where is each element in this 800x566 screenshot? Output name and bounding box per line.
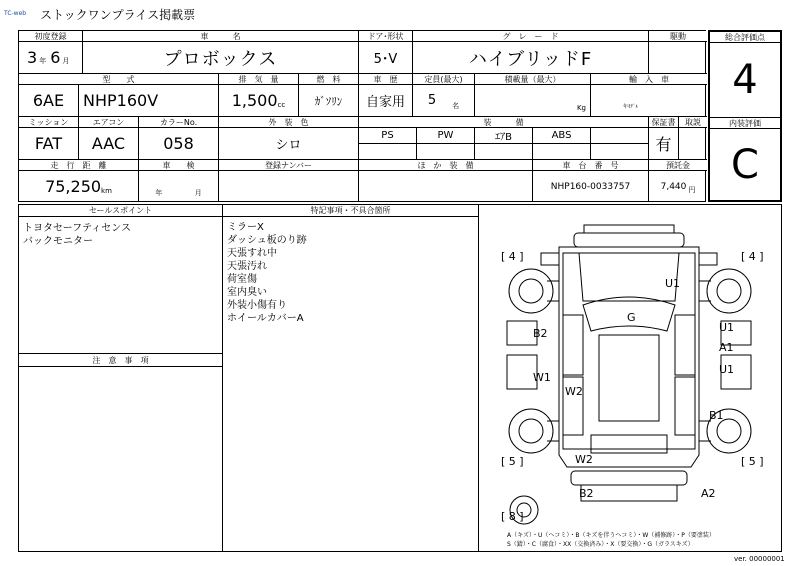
cc-unit: cc [277, 100, 286, 109]
damage-mark-u1-front: U1 [665, 277, 681, 290]
caution-area [19, 367, 223, 551]
equipment-abs: ABS [533, 128, 591, 144]
list-item: ホイールカバーA [227, 313, 304, 324]
capacity-value [413, 85, 475, 117]
chassis-value: NHP160-0033757 [533, 171, 649, 202]
displacement-value [219, 85, 299, 117]
equipment-empty [475, 144, 533, 160]
equipment-empty [417, 144, 475, 160]
tire-label-spare: [ 8 ] [501, 510, 524, 523]
model-prefix-value: 6AE [19, 85, 79, 117]
import-label: 輸 入 車 [591, 74, 707, 85]
damage-mark-w2-low: W2 [575, 453, 593, 466]
equipment-empty [359, 144, 417, 160]
first-reg-value [19, 42, 83, 74]
equipment-airbag: ｴｱB [475, 128, 533, 144]
list-item: 天張汚れ [227, 261, 267, 272]
notes-header: 特記事項・不具合箇所 [223, 205, 479, 217]
sales-point-header: セールスポイント [19, 205, 223, 217]
damage-mark-w2-mid: W2 [565, 385, 583, 398]
model-year-unit: 年ﾓﾃﾞﾙ [623, 104, 639, 110]
deposit-value [649, 171, 707, 202]
mileage-label: 走 行 距 離 [19, 160, 139, 171]
list-item: 外装小傷有り [227, 300, 287, 311]
damage-mark-b1: B1 [709, 409, 724, 422]
damage-mark-g: G [627, 311, 636, 324]
mission-value: FAT [19, 128, 79, 160]
chassis-label: 車 台 番 号 [533, 160, 649, 171]
model-label: 型 式 [19, 74, 219, 85]
door-shape-value: 5･V [359, 42, 413, 74]
list-item: ダッシュ板のり跡 [227, 235, 307, 246]
manual-value [679, 128, 707, 160]
history-value: 自家用 [359, 85, 413, 117]
load-value [475, 85, 591, 117]
list-item: トヨタセーフティセンス [23, 223, 131, 234]
overall-grade-value: 4 [710, 43, 780, 118]
list-item: 天張すれ中 [227, 248, 277, 259]
legend-line: S（錆）・C（腐食）・XX（交換済み）・X（要交換）・G（ガラスキズ） [507, 541, 694, 548]
logo: TC-web [4, 10, 27, 17]
interior-grade-label: 内装評価 [710, 118, 780, 129]
list-item: ミラーX [227, 222, 264, 233]
damage-legend [507, 531, 779, 549]
mission-label: ミッション [19, 117, 79, 128]
deposit-label: 預託金 [649, 160, 707, 171]
car-name-value: プロボックス [83, 42, 359, 74]
capacity-label: 定員(最大) [413, 74, 475, 85]
reg-number-value [219, 171, 359, 202]
list-item: バックモニター [23, 236, 93, 247]
grade-label: グ レ ー ド [413, 31, 649, 42]
warranty-label: 保証書 [649, 117, 679, 128]
caution-header: 注 意 事 項 [19, 353, 223, 367]
equipment-label: 装 備 [359, 117, 649, 128]
displacement-number: 1,500 [231, 91, 278, 110]
mileage-number: 75,250 [45, 177, 102, 196]
deposit-number: 7,440 [660, 181, 687, 192]
tire-label-rear-left: [ 5 ] [501, 455, 524, 468]
km-unit: km [101, 186, 112, 195]
damage-mark-a2: A2 [701, 487, 716, 500]
kg-unit: Kg [576, 104, 586, 112]
month-unit: 月 [62, 56, 70, 65]
color-no-label: カラーNo. [139, 117, 219, 128]
tire-label-front-left: [ 4 ] [501, 250, 524, 263]
page-title: ストックワンプライス掲載票 [40, 8, 196, 22]
aircon-value: AAC [79, 128, 139, 160]
yen-unit: 円 [688, 185, 696, 194]
model-value: NHP160V [79, 85, 219, 117]
reg-year: 3 [27, 48, 38, 67]
mileage-value [19, 171, 139, 202]
other-equipment-value [359, 171, 533, 202]
load-label: 積載量（最大） [475, 74, 591, 85]
inspection-value [139, 171, 219, 202]
damage-mark-b2-bottom: B2 [579, 487, 594, 500]
damage-mark-b2-left: B2 [533, 327, 548, 340]
exterior-value: シロ [219, 128, 359, 160]
version-label: ver. 00000001 [734, 555, 785, 563]
door-shape-label: ドア･形状 [359, 31, 413, 42]
drive-label: 駆動 [649, 31, 707, 42]
other-equipment-label: ほ か 装 備 [359, 160, 533, 171]
damage-mark-a1: A1 [719, 341, 734, 354]
damage-mark-w1: W1 [533, 371, 551, 384]
interior-grade-value: C [731, 141, 759, 188]
import-value [591, 85, 707, 117]
equipment-empty [591, 128, 649, 144]
damage-diagram [479, 205, 781, 551]
history-label: 車 歴 [359, 74, 413, 85]
inspection-month-unit: 月 [194, 189, 202, 197]
damage-mark-u1-right: U1 [719, 321, 735, 334]
list-item: 室内臭い [227, 287, 267, 298]
legend-line: A（キズ）・U（ヘコミ）・B（キズを伴うヘコミ）・W（補修跡）・P（要塗装） [507, 532, 715, 539]
damage-mark-u1-right-rear: U1 [719, 363, 735, 376]
grade-value: ハイブリッドF [413, 42, 649, 74]
inspection-label: 車 検 [139, 160, 219, 171]
notes-list [223, 217, 479, 551]
lower-section [18, 204, 782, 552]
overall-grade-label: 総合評価点 [710, 32, 780, 43]
year-unit: 年 [39, 56, 47, 65]
capacity-number: 5 [427, 93, 437, 108]
drive-value [649, 42, 707, 74]
first-reg-label: 初度登録 [19, 31, 83, 42]
vehicle-info-table [18, 30, 706, 202]
color-no-value: 058 [139, 128, 219, 160]
list-item: 荷室傷 [227, 274, 257, 285]
displacement-label: 排 気 量 [219, 74, 299, 85]
equipment-pw: PW [417, 128, 475, 144]
manual-label: 取説 [679, 117, 707, 128]
tire-label-rear-right: [ 5 ] [741, 455, 764, 468]
reg-number-label: 登録ナンバー [219, 160, 359, 171]
equipment-ps: PS [359, 128, 417, 144]
equipment-empty [591, 144, 649, 160]
sales-point-list [19, 217, 223, 353]
car-outline-icon [479, 205, 781, 551]
warranty-value: 有 [649, 128, 679, 160]
reg-month: 6 [50, 48, 61, 67]
car-name-label: 車 名 [83, 31, 359, 42]
fuel-label: 燃 料 [299, 74, 359, 85]
aircon-label: エアコン [79, 117, 139, 128]
person-unit: 名 [452, 101, 460, 110]
tire-label-front-right: [ 4 ] [741, 250, 764, 263]
exterior-label: 外 装 色 [219, 117, 359, 128]
fuel-value: ｶﾞｿﾘﾝ [299, 85, 359, 117]
equipment-empty [533, 144, 591, 160]
grade-box [708, 30, 782, 202]
inspection-year-unit: 年 [155, 189, 163, 197]
